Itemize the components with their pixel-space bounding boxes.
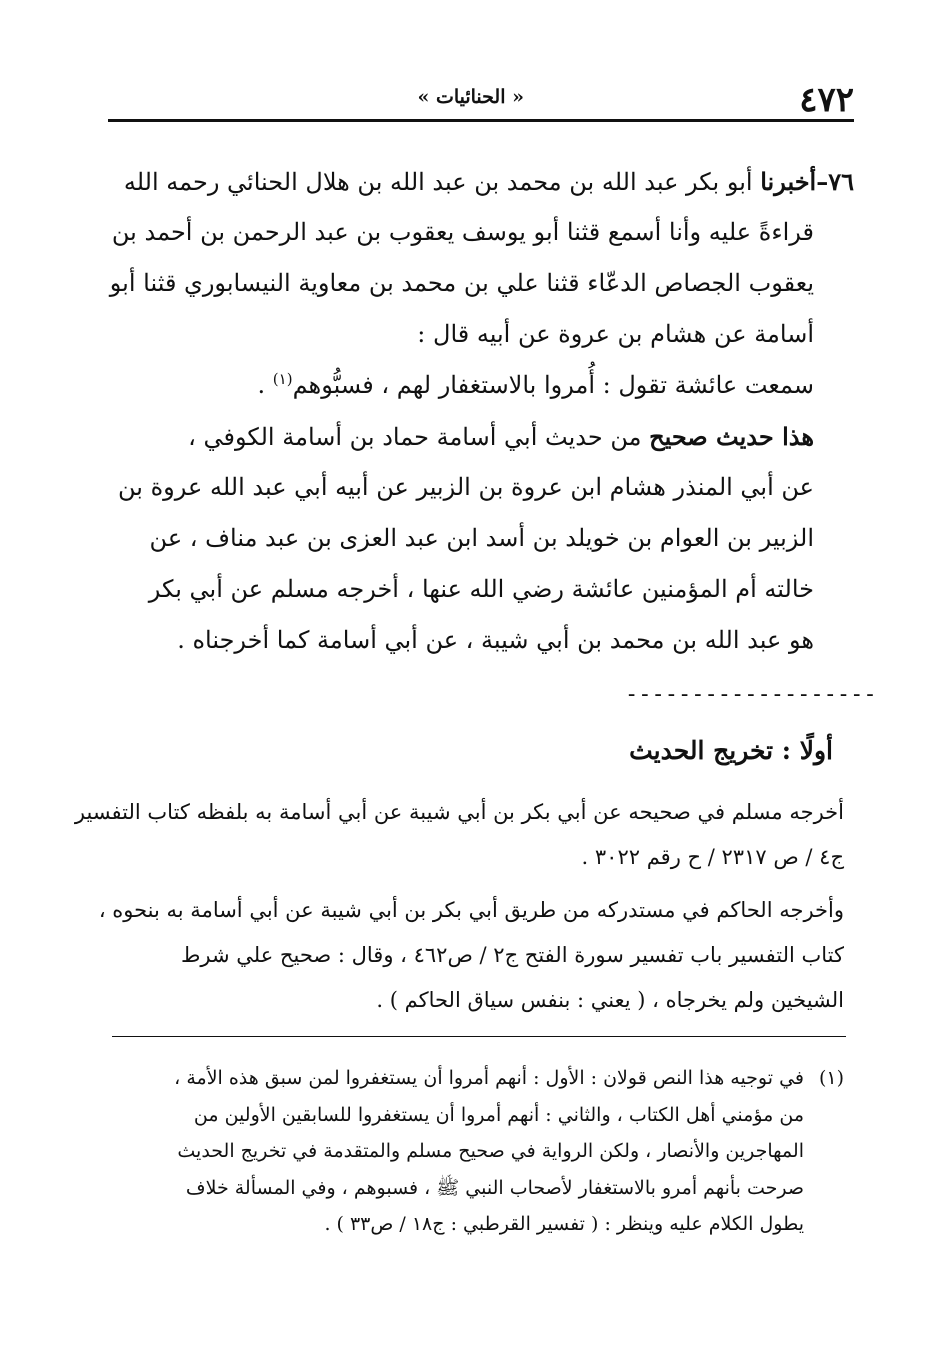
takhrij-paragraph-1-line-2: ج٤ / ص ٢٣١٧ / ح رقم ٣٠٢٢ . <box>581 845 844 869</box>
hadith-comment-line-1 <box>108 411 854 462</box>
hadith-matn: سمعت عائشة تقول : أُمروا بالاستغفار لهم ، فسبُّوهم <box>292 371 814 399</box>
footnote-marker: (١) <box>818 1067 844 1089</box>
footnote-line-2: من مؤمني أهل الكتاب ، والثاني : أنهم أمروا أن يستغفروا للسابقين الأولين من <box>193 1103 804 1126</box>
hadith-number: ٧٦– <box>816 167 854 196</box>
page-number: ٤٧٢ <box>799 80 854 120</box>
hadith-isnad-text: أبو بكر عبد الله بن محمد بن عبد الله بن هلال الحنائي رحمه الله <box>123 168 753 196</box>
footnote-line-5: يطول الكلام عليه وينظر : ( تفسير القرطبي : ج١٨ / ص٣٣ ) . <box>324 1213 804 1235</box>
hadith-comment-line-2: عن أبي المنذر هشام ابن عروة بن الزبير عن أبيه أبي عبد الله عروة بن <box>118 473 814 501</box>
takhrij-block <box>74 790 844 1023</box>
paragraph-gap <box>108 880 844 888</box>
footnote-line-1 <box>108 1060 844 1097</box>
header-rule <box>108 119 854 122</box>
footnote-reference: (١) <box>272 370 293 388</box>
takhrij-paragraph-1-line-1: أخرجه مسلم في صحيحه عن أبي بكر بن أبي شيبة عن أبي أسامة به بلفظه كتاب التفسير <box>74 800 844 824</box>
hadith-comment-line-5: هو عبد الله بن محمد بن أبي شيبة ، عن أبي أسامة كما أخرجناه . <box>177 626 814 654</box>
footnote-block <box>108 1060 844 1243</box>
section-heading: أولًا : تخريج الحديث <box>629 736 833 765</box>
dashed-separator: ------------------- <box>625 682 877 707</box>
hadith-matn-line <box>108 360 854 411</box>
footnote-rule <box>112 1036 846 1037</box>
hadith-block <box>108 156 854 666</box>
takhrij-paragraph-2-line-1: وأخرجه الحاكم في مستدركه من طريق أبي بكر بن أبي شيبة عن أبي أسامة به بنحوه ، <box>98 898 844 922</box>
hadith-comment-text: من حديث أبي أسامة حماد بن أسامة الكوفي ، <box>188 423 642 451</box>
hadith-lead-word: أخبرنا <box>760 167 817 196</box>
hadith-grading: هذا حديث صحيح <box>649 422 814 451</box>
footnote-line-4: صرحت بأنهم أمرو بالاستغفار لأصحاب النبي ﷺ ، فسبوهم ، وفي المسألة خلاف <box>185 1176 804 1199</box>
hadith-matn-end: . <box>257 371 273 399</box>
hadith-isnad-line-3: يعقوب الجصاص الدعّاء قثنا علي بن محمد بن معاوية النيسابوري قثنا أبو <box>109 269 814 297</box>
running-title: « الحنائيات » <box>417 86 524 108</box>
hadith-comment-line-3: الزبير بن العوام بن خويلد بن أسد ابن عبد العزى بن عبد مناف ، عن <box>149 524 814 552</box>
hadith-isnad-line-1 <box>108 156 854 207</box>
page-header <box>108 70 854 122</box>
takhrij-paragraph-2-line-2: كتاب التفسير باب تفسير سورة الفتح ج٢ / ص٤٦٢ ، وقال : صحيح علي شرط <box>180 943 844 967</box>
takhrij-paragraph-2-line-3: الشيخين ولم يخرجاه ، ( يعني : بنفس سياق الحاكم ) . <box>376 988 844 1012</box>
hadith-isnad-line-2: قراءةً عليه وأنا أسمع قثنا أبو يوسف يعقوب بن عبد الرحمن بن أحمد بن <box>111 218 814 246</box>
hadith-comment-line-4: خالته أم المؤمنين عائشة رضي الله عنها ، أخرجه مسلم عن أبي بكر <box>148 575 814 603</box>
hadith-isnad-line-4: أسامة عن هشام بن عروة عن أبيه قال : <box>417 320 814 348</box>
footnote-text: في توجيه هذا النص قولان : الأول : أنهم أمروا أن يستغفروا لمن سبق هذه الأمة ، <box>174 1067 804 1089</box>
footnote-line-3: المهاجرين والأنصار ، ولكن الرواية في صحيح مسلم والمتقدمة في تخريج الحديث <box>177 1140 804 1162</box>
